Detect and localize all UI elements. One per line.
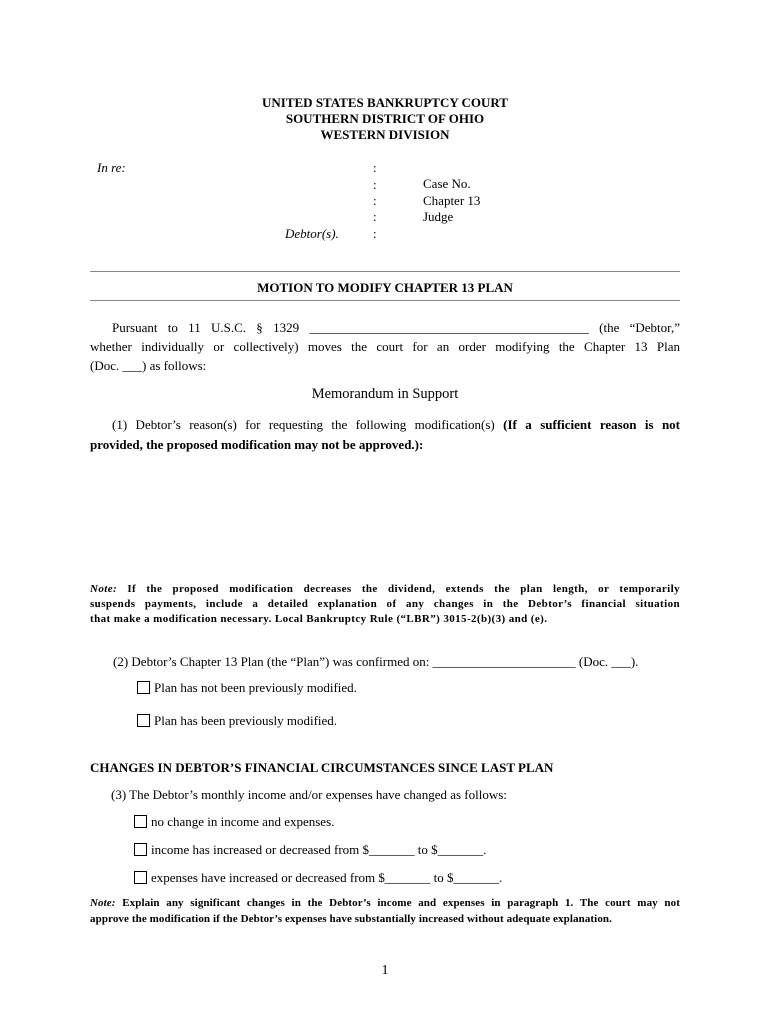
intro-line-1: Pursuant to 11 U.S.C. § 1329 ___________________________________________ (the “Debtor,” xyxy=(112,320,680,335)
not-modified-label: Plan has not been previously modified. xyxy=(154,680,357,695)
modified-label: Plan has been previously modified. xyxy=(154,713,338,728)
note-2-line-2: approve the modification if the Debtor’s expenses have substantially increased without adequate explanation. xyxy=(90,913,613,925)
paragraph-1-warning-b: provided, the proposed modification may not be approved.): xyxy=(90,437,424,452)
paragraph-3-text: (3) The Debtor’s monthly income and/or expenses have changed as follows: xyxy=(111,787,507,802)
modified-checkbox[interactable] xyxy=(137,714,150,727)
changes-heading: CHANGES IN DEBTOR’S FINANCIAL CIRCUMSTANCES SINCE LAST PLAN xyxy=(90,760,554,775)
caption-colon: : xyxy=(373,226,377,241)
chapter-label: Chapter 13 xyxy=(423,193,481,208)
page-number: 1 xyxy=(381,963,389,978)
no-change-checkbox[interactable] xyxy=(134,815,147,828)
expenses-changed-label: expenses have increased or decreased from $_______ to $_______. xyxy=(151,870,503,885)
paragraph-1-text: (1) Debtor’s reason(s) for requesting the following modification(s) xyxy=(112,417,495,432)
income-changed-label: income has increased or decreased from $_______ to $_______. xyxy=(151,842,487,857)
paragraph-1 xyxy=(90,415,680,455)
intro-paragraph xyxy=(90,318,680,375)
debtors-label: Debtor(s). xyxy=(285,226,339,241)
note-1 xyxy=(90,582,680,627)
memorandum-heading: Memorandum in Support xyxy=(311,386,459,402)
note-1-label: Note: xyxy=(90,583,118,595)
intro-line-2: whether individually or collectively) moves the court for an order modifying the Chapter 13 Plan xyxy=(90,339,680,354)
note-1-text: If the proposed modification decreases the dividend, extends the plan length, or temporarily xyxy=(127,583,680,595)
caption-colon: : xyxy=(373,209,377,224)
judge-label: Judge xyxy=(423,209,454,224)
court-name: UNITED STATES BANKRUPTCY COURT xyxy=(262,95,508,110)
note-2-label: Note: xyxy=(90,897,116,909)
paragraph-1-warning-a: (If a sufficient reason is not xyxy=(503,417,680,432)
division-name: WESTERN DIVISION xyxy=(320,127,450,142)
district-name: SOUTHERN DISTRICT OF OHIO xyxy=(285,111,485,126)
caption-colon: : xyxy=(373,177,377,192)
caption-colon: : xyxy=(373,193,377,208)
case-number-label: Case No. xyxy=(423,176,471,191)
option-not-modified[interactable] xyxy=(137,680,357,696)
note-1-line-3: that make a modification necessary. Local Bankruptcy Rule (“LBR”) 3015-2(b)(3) and (e). xyxy=(90,613,548,625)
no-change-label: no change in income and expenses. xyxy=(151,814,335,829)
paragraph-1-line-1 xyxy=(90,415,680,435)
note-2 xyxy=(90,895,680,927)
income-changed-checkbox[interactable] xyxy=(134,843,147,856)
option-no-change[interactable] xyxy=(134,814,334,830)
divider-top xyxy=(90,271,680,272)
divider-bottom xyxy=(90,300,680,301)
option-income-changed[interactable] xyxy=(134,842,486,858)
note-2-line-1 xyxy=(90,895,680,911)
paragraph-2-text: (2) Debtor’s Chapter 13 Plan (the “Plan”) was confirmed on: ______________________ (Doc. ___). xyxy=(113,654,639,669)
not-modified-checkbox[interactable] xyxy=(137,681,150,694)
in-re-label: In re: xyxy=(97,160,126,175)
expenses-changed-checkbox[interactable] xyxy=(134,871,147,884)
note-1-line-1 xyxy=(90,582,680,597)
option-expenses-changed[interactable] xyxy=(134,870,502,886)
intro-line-3: (Doc. ___) as follows: xyxy=(90,358,207,373)
note-2-text: Explain any significant changes in the Debtor’s income and expenses in paragraph 1. The court may not xyxy=(122,897,680,909)
motion-title: MOTION TO MODIFY CHAPTER 13 PLAN xyxy=(257,280,513,295)
note-1-line-2: suspends payments, include a detailed explanation of any changes in the Debtor’s financial situation xyxy=(90,598,680,610)
option-modified[interactable] xyxy=(137,713,337,729)
caption-colon: : xyxy=(373,160,377,175)
